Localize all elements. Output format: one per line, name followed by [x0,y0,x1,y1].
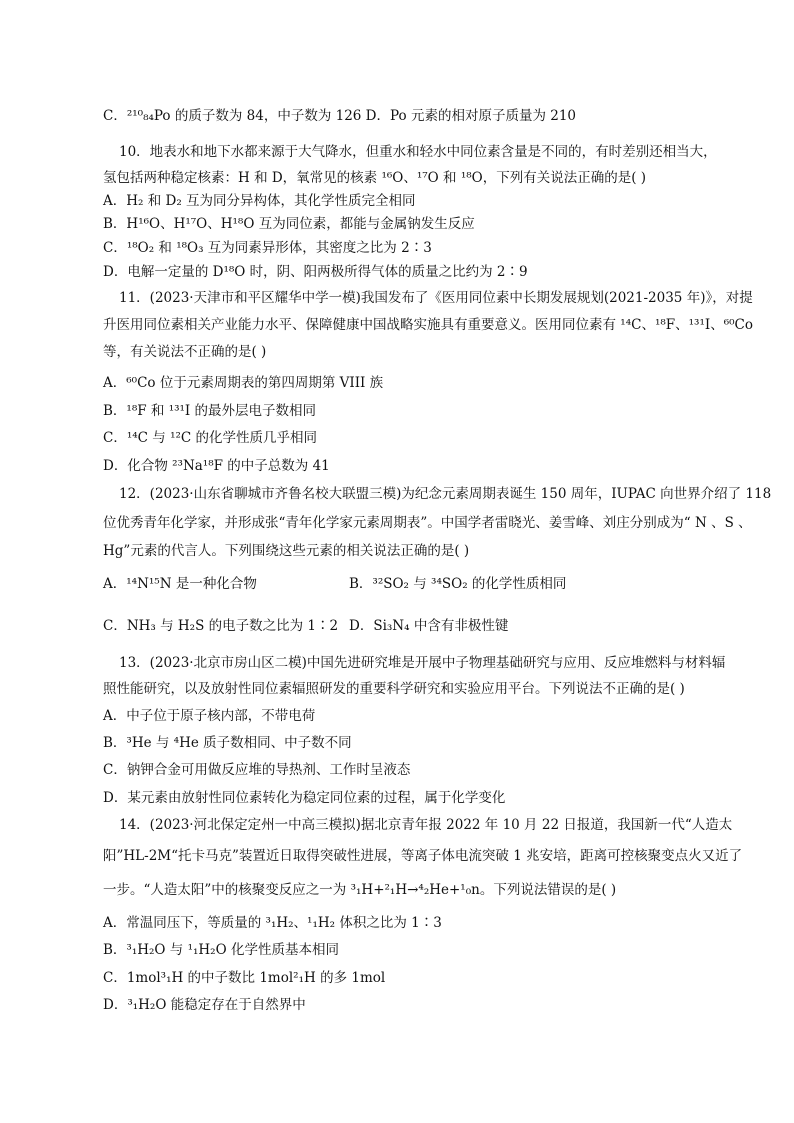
q10-option-d: D．电解一定量的 D¹⁸O 时，阴、阳两极所得气体的质量之比约为 2∶9 [103,264,528,280]
q11-option-c: C．¹⁴C 与 ¹²C 的化学性质几乎相同 [103,430,318,446]
q14-stem-line-1: 14．(2023·河北保定定州一中高三模拟)据北京青年报 2022 年 10 月 22 日报道，我国新一代“人造太 [119,817,733,833]
q10-option-c: C．¹⁸O₂ 和 ¹⁸O₃ 互为同素异形体，其密度之比为 2∶3 [103,240,432,256]
q11-option-b: B．¹⁸F 和 ¹³¹I 的最外层电子数相同 [103,403,317,419]
q11-stem-line-2: 升医用同位素相关产业能力水平、保障健康中国战略实施具有重要意义。医用同位素有 ¹⁴C、¹⁸F、¹³¹I、⁶⁰Co [103,317,753,333]
q14-option-d: D．³₁H₂O 能稳定存在于自然界中 [103,997,306,1013]
q13-option-c: C．钠钾合金可用做反应堆的导热剂、工作时呈液态 [103,762,411,778]
q12-options-row-2 [103,616,698,636]
q10-option-b: B．H¹⁶O、H¹⁷O、H¹⁸O 互为同位素，都能与金属钠发生反应 [103,216,475,232]
q13-option-d: D．某元素由放射性同位素转化为稳定同位素的过程，属于化学变化 [103,790,506,806]
q11-option-a: A．⁶⁰Co 位于元素周期表的第四周期第 VIII 族 [103,375,384,391]
q12-options-row-1 [103,574,698,594]
q13-option-b: B．³He 与 ⁴He 质子数相同、中子数不同 [103,735,352,751]
q12-stem-line-3: Hg”元素的代言人。下列围绕这些元素的相关说法正确的是( ) [103,543,470,559]
q12-option-d: D．Si₃N₄ 中含有非极性键 [349,618,509,634]
q11-stem-line-3: 等，有关说法不正确的是( ) [103,344,267,360]
q10-option-a: A．H₂ 和 D₂ 互为同分异构体，其化学性质完全相同 [103,193,416,209]
q11-option-d: D．化合物 ²³Na¹⁸F 的中子总数为 41 [103,458,330,474]
q14-stem-line-2: 阳”HL-2M“托卡马克”装置近日取得突破性进展，等离子体电流突破 1 兆安培，距离可控核聚变点火又近了 [103,848,743,864]
q14-option-c: C．1mol³₁H 的中子数比 1mol²₁H 的多 1mol [103,970,386,986]
q9-option-line: C．²¹⁰₈₄Po 的质子数为 84，中子数为 126 D．Po 元素的相对原子质量为 210 [103,108,577,124]
q11-stem-line-1: 11．(2023·天津市和平区耀华中学一模)我国发布了《医用同位素中长期发展规划(2021-2035 年)》，对提 [119,290,753,306]
q12-stem-line-2: 位优秀青年化学家，并形成张“青年化学家元素周期表”。中国学者雷晓光、姜雪峰、刘庄分别成为“ N 、S 、 [103,515,752,531]
q12-option-a: A．¹⁴N¹⁵N 是一种化合物 [103,576,257,592]
q10-stem-line-2: 氢包括两种稳定核素：H 和 D，氧常见的核素 ¹⁶O、¹⁷O 和 ¹⁸O，下列有关说法正确的是( ) [103,170,647,186]
q12-stem-line-1: 12．(2023·山东省聊城市齐鲁名校大联盟三模)为纪念元素周期表诞生 150 周年，IUPAC 向世界介绍了 118 [119,486,772,502]
q12-option-c: C．NH₃ 与 H₂S 的电子数之比为 1∶2 [103,618,339,634]
q14-option-a: A．常温同压下，等质量的 ³₁H₂、¹₁H₂ 体积之比为 1∶3 [103,915,442,931]
q13-option-a: A．中子位于原子核内部，不带电荷 [103,708,316,724]
q13-stem-line-2: 照性能研究，以及放射性同位素辐照研发的重要科学研究和实验应用平台。下列说法不正确的是( ) [103,681,685,697]
q14-stem-line-3: 一步。“人造太阳”中的核聚变反应之一为 ³₁H+²₁H→⁴₂He+¹₀n。下列说法错误的是( ) [103,882,617,898]
q12-option-b: B．³²SO₂ 与 ³⁴SO₂ 的化学性质相同 [349,576,567,592]
q10-stem-line-1: 10．地表水和地下水都来源于大气降水，但重水和轻水中同位素含量是不同的，有时差别还相当大， [119,144,717,160]
q14-option-b: B．³₁H₂O 与 ¹₁H₂O 化学性质基本相同 [103,942,339,958]
q13-stem-line-1: 13．(2023·北京市房山区二模)中国先进研究堆是开展中子物理基础研究与应用、反应堆燃料与材料辐 [119,655,726,671]
